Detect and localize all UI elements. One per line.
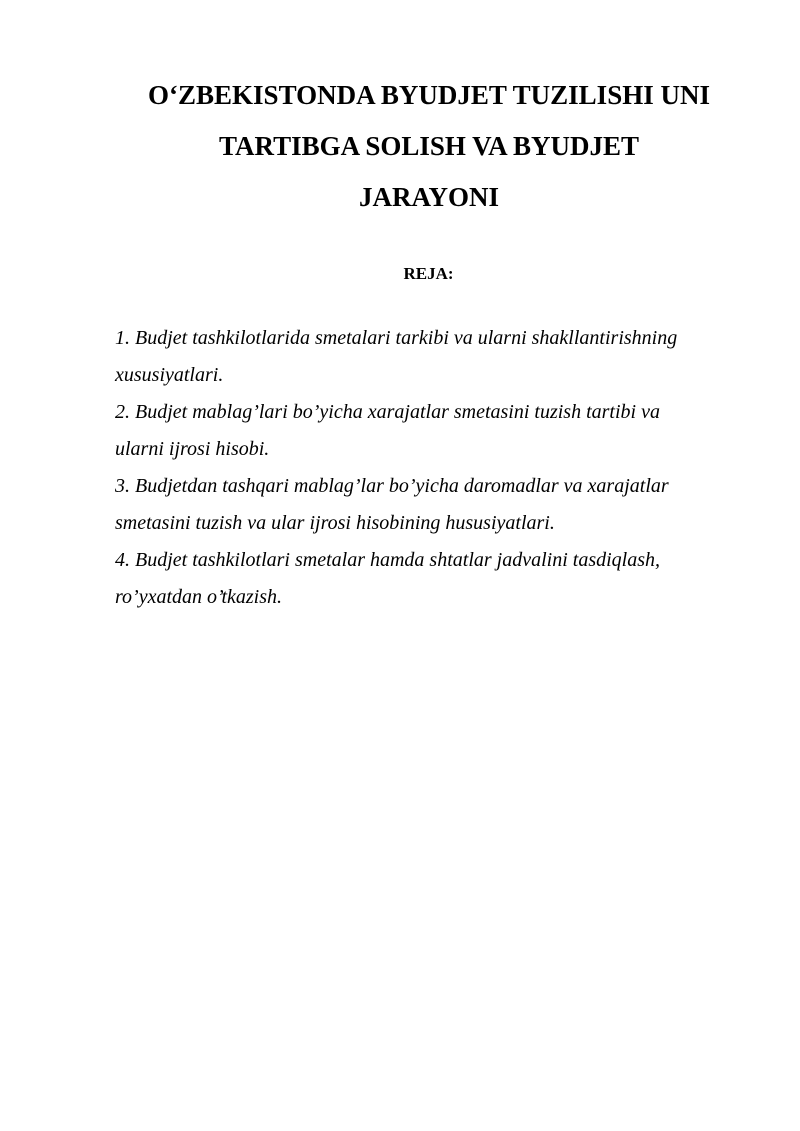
plan-item <box>115 320 775 394</box>
plan-item-line: smetasini tuzish va ular ijrosi hisobining hususiyatlari. <box>115 512 555 534</box>
plan-item-line: ro’yxatdan o’tkazish. <box>115 586 283 608</box>
plan-item-line: 4. Budjet tashkilotlari smetalar hamda shtatlar jadvalini tasdiqlash, <box>115 549 661 571</box>
title-line: TARTIBGA SOLISH VA BYUDJET <box>219 131 639 161</box>
plan-item-line: 1. Budjet tashkilotlarida smetalari tarkibi va ularni shakllantirishning <box>115 327 678 349</box>
plan-list <box>115 320 775 616</box>
plan-item-line: 3. Budjetdan tashqari mablag’lar bo’yicha daromadlar va xarajatlar <box>115 475 669 497</box>
plan-item <box>115 542 775 616</box>
document-title <box>100 70 758 223</box>
plan-item <box>115 468 775 542</box>
plan-item-line: xususiyatlari. <box>115 364 224 386</box>
title-line: O‘ZBEKISTONDA BYUDJET TUZILISHI UNI <box>148 80 710 110</box>
plan-item-line: ularni ijrosi hisobi. <box>115 438 270 460</box>
plan-item <box>115 394 775 468</box>
title-line: JARAYONI <box>358 182 500 212</box>
plan-item-line: 2. Budjet mablag’lari bo’yicha xarajatlar smetasini tuzish tartibi va <box>115 401 660 423</box>
plan-heading: REJA: <box>403 264 454 283</box>
